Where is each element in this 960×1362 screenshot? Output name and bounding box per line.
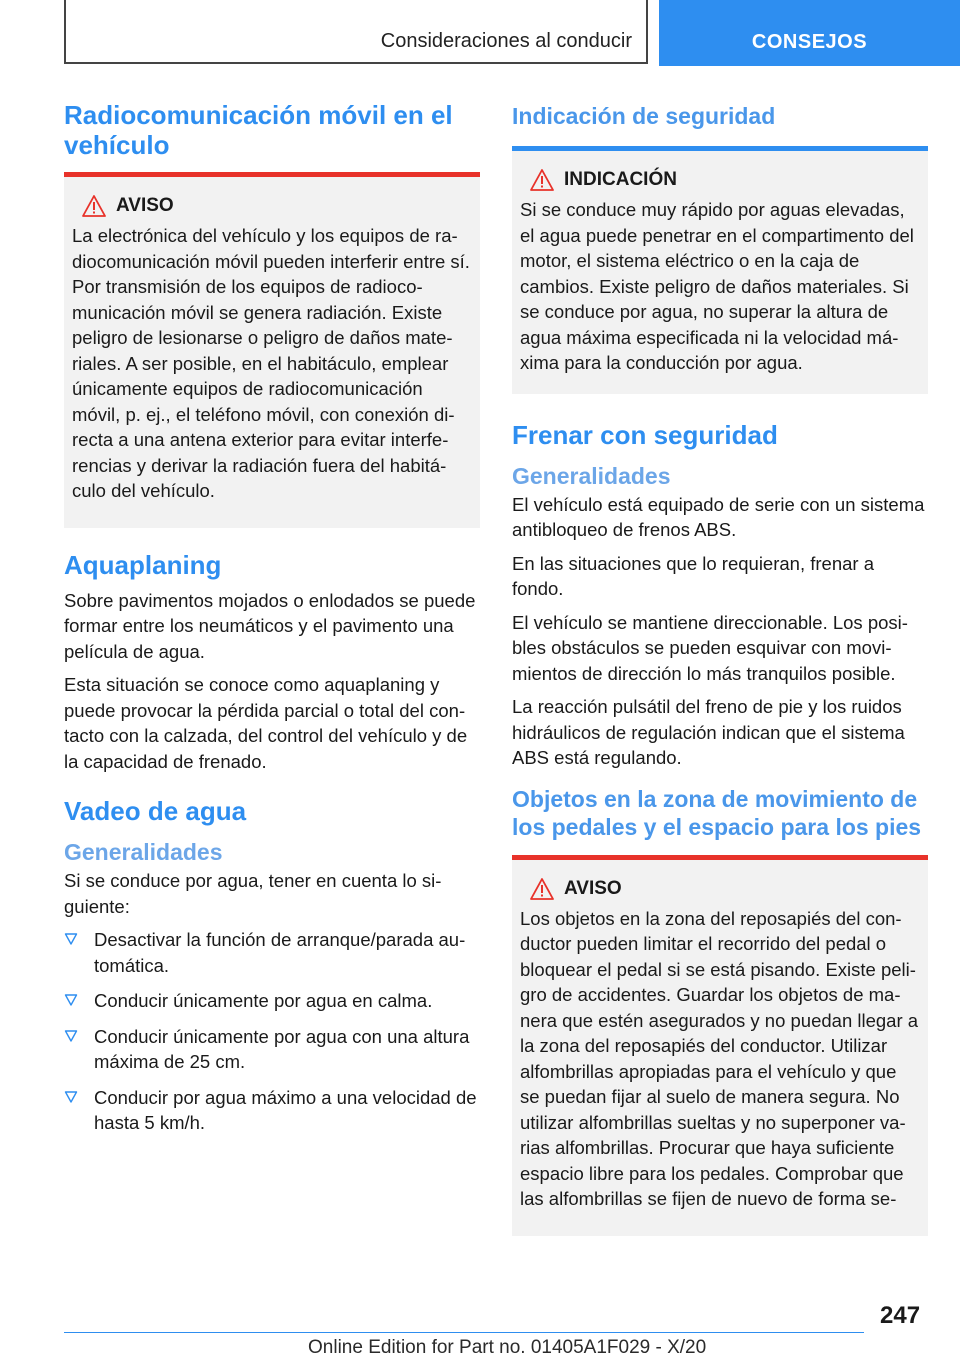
paragraph: Si se conduce por agua, tener en cuenta lo siguiente: bbox=[64, 870, 442, 917]
list-item-text: Conducir por agua máximo a una velocidad de hasta 5 km/h. bbox=[94, 1086, 477, 1133]
header-tab[interactable] bbox=[659, 0, 960, 66]
section-title-indicacion: Indicación de seguridad bbox=[512, 103, 776, 129]
list-item bbox=[64, 1024, 480, 1075]
section-title-radiocomunicacion: Radiocomunicación móvil en el vehículo bbox=[64, 100, 453, 160]
left-column bbox=[64, 100, 480, 1146]
list-item-text: Conducir únicamente por agua con una altura máxima de 25 cm. bbox=[94, 1025, 470, 1072]
warning-text: La electrónica del vehículo y los equipos de radiocomunicación móvil pueden interferir entre sí. Por transmisión de los equipos de radiocomunicación móvil se genera radiación. Existe peligro de lesionarse o peligro de daños materiales. A ser posible, en el habitáculo, emplear únicamente equipos de radiocomunicación móvil, p. ej., el teléfono móvil, con conexión directa a una antena exterior para evitar interferencias y derivar la radiación fuera del habitáculo del vehículo. bbox=[72, 225, 470, 501]
subsection-title-objetos: Objetos en la zona de movimiento de los pedales y el espacio para los pies bbox=[512, 785, 922, 840]
triangle-bullet-icon bbox=[64, 993, 78, 1007]
list-item-text: Desactivar la función de arranque/parada automática. bbox=[94, 929, 466, 976]
subsection-title: Generalidades bbox=[64, 839, 223, 865]
triangle-bullet-icon bbox=[64, 1090, 78, 1104]
list-item-text: Conducir únicamente por agua en calma. bbox=[94, 990, 433, 1011]
paragraph: La reacción pulsátil del freno de pie y los ruidos hidráulicos de regulación indican que el sistema ABS está regulando. bbox=[512, 696, 905, 768]
paragraph: En las situaciones que lo requieran, frenar a fondo. bbox=[512, 552, 874, 599]
warning-text: Los objetos en la zona del reposapiés del conductor pueden limitar el recorrido del pedal o bloquear el pedal si se está pisando. Existe peligro de accidentes. Guardar los objetos de manera que estén asegurados y no puedan llegar a la zona del reposapiés del conductor. Utilizar alfombrillas apropiadas para el vehículo y que se puedan fijar al suelo de manera segura. No utilizar alfombrillas sueltas y no superponer varias alfombrillas. Procurar que haya suficiente espacio libre para los pedales. Comprobar que las alfombrillas se fijen de nuevo de forma se- bbox=[520, 907, 919, 1209]
header-box bbox=[64, 0, 648, 64]
warning-head bbox=[530, 878, 920, 900]
warning-label: AVISO bbox=[564, 877, 622, 899]
section-title-aquaplaning: Aquaplaning bbox=[64, 549, 222, 580]
section-title-vadeo: Vadeo de agua bbox=[64, 796, 247, 826]
triangle-bullet-icon bbox=[64, 1029, 78, 1043]
warning-label: AVISO bbox=[116, 195, 174, 216]
subsection-title: Generalidades bbox=[512, 462, 671, 489]
warning-triangle-icon bbox=[530, 169, 554, 191]
warning-head bbox=[82, 195, 472, 217]
triangle-bullet-icon bbox=[64, 932, 78, 946]
paragraph: Sobre pavimentos mojados o enlodados se puede formar entre los neumáticos y el pavimento una película de agua. bbox=[64, 589, 476, 662]
info-head bbox=[530, 169, 920, 191]
info-text: Si se conduce muy rápido por aguas elevadas, el agua puede penetrar en el compartimento del motor, el sistema eléctrico o en la caja de cambios. Existe peligro de daños materiales. Si se conduce por agua, no superar la altura de agua máxima especificada ni la velocidad máxima para la conducción por agua. bbox=[520, 199, 914, 373]
header-tab-label: CONSEJOS bbox=[751, 31, 868, 53]
paragraph: El vehículo está equipado de serie con un sistema antibloqueo de frenos ABS. bbox=[512, 493, 925, 540]
section-title-frenar: Frenar con seguridad bbox=[512, 419, 778, 450]
header-title: Consideraciones al conducir bbox=[380, 30, 632, 52]
paragraph: Esta situación se conoce como aquaplaning y puede provocar la pérdida parcial o total del contacto con la calzada, del control del vehículo y de la capacidad de frenado. bbox=[64, 674, 468, 772]
footer-rule bbox=[64, 1332, 864, 1333]
list-item bbox=[64, 1085, 480, 1136]
warning-box bbox=[64, 172, 480, 528]
warning-box-pedales bbox=[512, 855, 928, 1236]
page-number: 247 bbox=[880, 1302, 921, 1329]
bullet-list bbox=[64, 927, 480, 1136]
warning-triangle-icon bbox=[82, 195, 106, 217]
list-item bbox=[64, 988, 480, 1014]
info-box bbox=[512, 146, 928, 394]
footer-edition-text: Online Edition for Part no. 01405A1F029 - X/20 bbox=[308, 1337, 707, 1358]
info-label: INDICACIÓN bbox=[564, 169, 677, 190]
list-item bbox=[64, 927, 480, 978]
warning-triangle-icon bbox=[530, 878, 554, 900]
right-column bbox=[512, 100, 928, 1236]
paragraph: El vehículo se mantiene direccionable. Los posibles obstáculos se pueden esquivar con movimientos de dirección lo más tranquilos posible. bbox=[512, 611, 908, 684]
footer-edition bbox=[308, 1337, 706, 1359]
